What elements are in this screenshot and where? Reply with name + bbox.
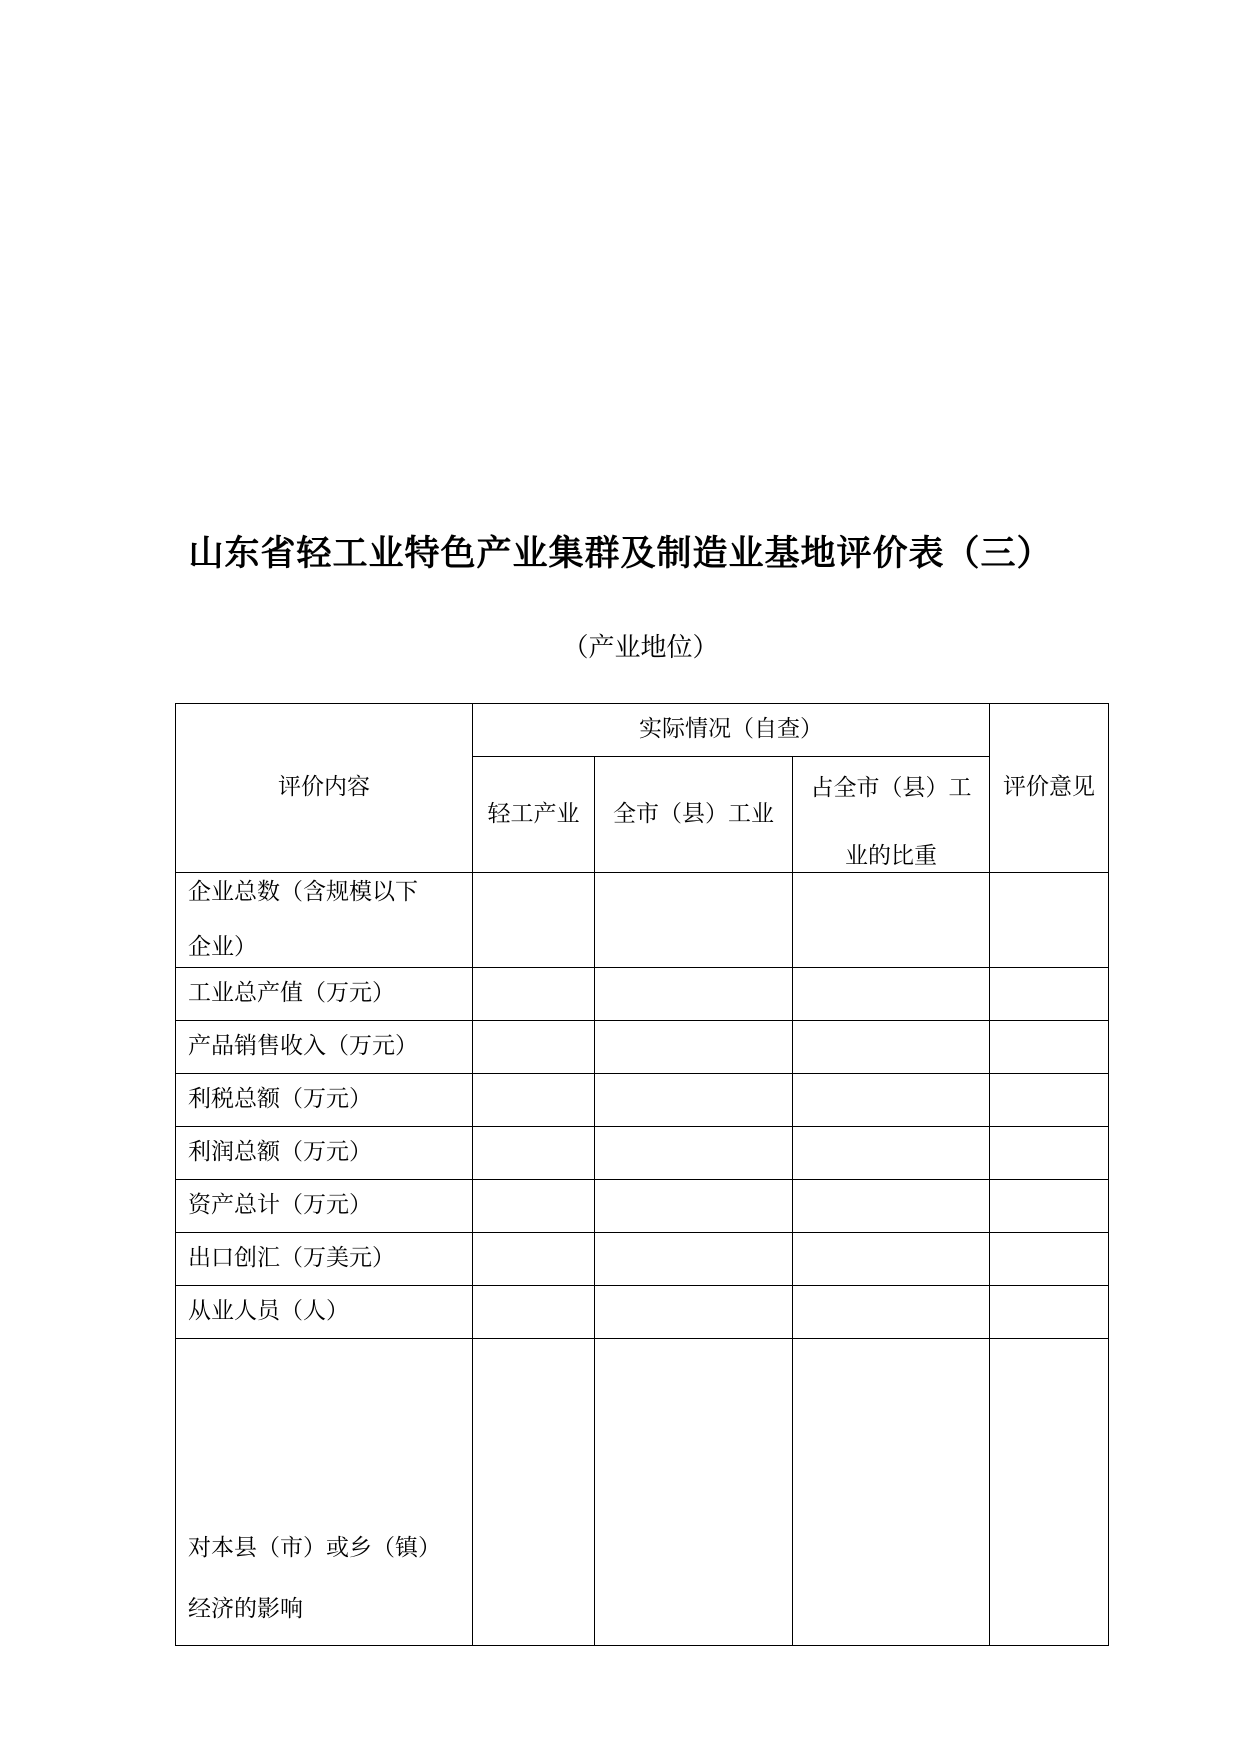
cell-city-industry[interactable] bbox=[595, 1285, 793, 1338]
cell-city-industry[interactable] bbox=[595, 1232, 793, 1285]
cell-opinion[interactable] bbox=[990, 1126, 1109, 1179]
cell-ratio[interactable] bbox=[793, 872, 990, 967]
cell-city-industry[interactable] bbox=[595, 1073, 793, 1126]
cell-light-industry[interactable] bbox=[473, 1179, 595, 1232]
header-light-industry: 轻工产业 bbox=[473, 757, 595, 873]
header-opinion: 评价意见 bbox=[990, 704, 1109, 873]
header-actual-group: 实际情况（自查） bbox=[473, 704, 990, 757]
row-label: 出口创汇（万美元） bbox=[176, 1232, 473, 1285]
cell-light-industry[interactable] bbox=[473, 1126, 595, 1179]
table-row bbox=[176, 1073, 1109, 1126]
cell-light-industry[interactable] bbox=[473, 1020, 595, 1073]
cell-ratio[interactable] bbox=[793, 1126, 990, 1179]
cell-city-industry[interactable] bbox=[595, 1020, 793, 1073]
header-content: 评价内容 bbox=[176, 704, 473, 873]
cell-ratio[interactable] bbox=[793, 1073, 990, 1126]
header-city-industry: 全市（县）工业 bbox=[595, 757, 793, 873]
table-row bbox=[176, 872, 1109, 967]
row-label: 资产总计（万元） bbox=[176, 1179, 473, 1232]
cell-light-industry[interactable] bbox=[473, 1338, 595, 1645]
header-ratio-line1: 占全市（县）工 bbox=[810, 775, 972, 801]
row-label bbox=[176, 1338, 473, 1645]
cell-opinion[interactable] bbox=[990, 967, 1109, 1020]
row-label: 从业人员（人） bbox=[176, 1285, 473, 1338]
row-label-line1: 企业总数（含规模以下 bbox=[188, 878, 418, 905]
cell-ratio[interactable] bbox=[793, 1232, 990, 1285]
table-row bbox=[176, 1020, 1109, 1073]
table-row bbox=[176, 1126, 1109, 1179]
table-row bbox=[176, 1338, 1109, 1645]
row-label: 利税总额（万元） bbox=[176, 1073, 473, 1126]
row-label-line1: 对本县（市）或乡（镇） bbox=[188, 1534, 441, 1561]
cell-ratio[interactable] bbox=[793, 967, 990, 1020]
table-row bbox=[176, 1232, 1109, 1285]
cell-city-industry[interactable] bbox=[595, 1338, 793, 1645]
row-label: 产品销售收入（万元） bbox=[176, 1020, 473, 1073]
cell-ratio[interactable] bbox=[793, 1285, 990, 1338]
row-label: 工业总产值（万元） bbox=[176, 967, 473, 1020]
cell-ratio[interactable] bbox=[793, 1179, 990, 1232]
cell-ratio[interactable] bbox=[793, 1020, 990, 1073]
cell-opinion[interactable] bbox=[990, 872, 1109, 967]
cell-light-industry[interactable] bbox=[473, 1073, 595, 1126]
cell-ratio[interactable] bbox=[793, 1338, 990, 1645]
cell-opinion[interactable] bbox=[990, 1020, 1109, 1073]
evaluation-table bbox=[175, 703, 1109, 1646]
header-ratio bbox=[793, 757, 990, 873]
table-row bbox=[176, 1179, 1109, 1232]
header-ratio-line2: 业的比重 bbox=[845, 842, 938, 869]
cell-city-industry[interactable] bbox=[595, 872, 793, 967]
cell-city-industry[interactable] bbox=[595, 1179, 793, 1232]
cell-light-industry[interactable] bbox=[473, 1232, 595, 1285]
cell-city-industry[interactable] bbox=[595, 967, 793, 1020]
table-row bbox=[176, 967, 1109, 1020]
row-label: 利润总额（万元） bbox=[176, 1126, 473, 1179]
cell-opinion[interactable] bbox=[990, 1073, 1109, 1126]
cell-light-industry[interactable] bbox=[473, 1285, 595, 1338]
row-label bbox=[176, 872, 473, 967]
cell-city-industry[interactable] bbox=[595, 1126, 793, 1179]
row-label-line2: 企业） bbox=[188, 933, 257, 960]
cell-opinion[interactable] bbox=[990, 1179, 1109, 1232]
row-label-line2: 经济的影响 bbox=[188, 1595, 303, 1622]
cell-opinion[interactable] bbox=[990, 1285, 1109, 1338]
cell-light-industry[interactable] bbox=[473, 872, 595, 967]
cell-opinion[interactable] bbox=[990, 1338, 1109, 1645]
page-subtitle: （产业地位） bbox=[562, 633, 719, 663]
page-title: 山东省轻工业特色产业集群及制造业基地评价表（三） bbox=[188, 533, 1053, 574]
cell-light-industry[interactable] bbox=[473, 967, 595, 1020]
cell-opinion[interactable] bbox=[990, 1232, 1109, 1285]
table-row bbox=[176, 1285, 1109, 1338]
